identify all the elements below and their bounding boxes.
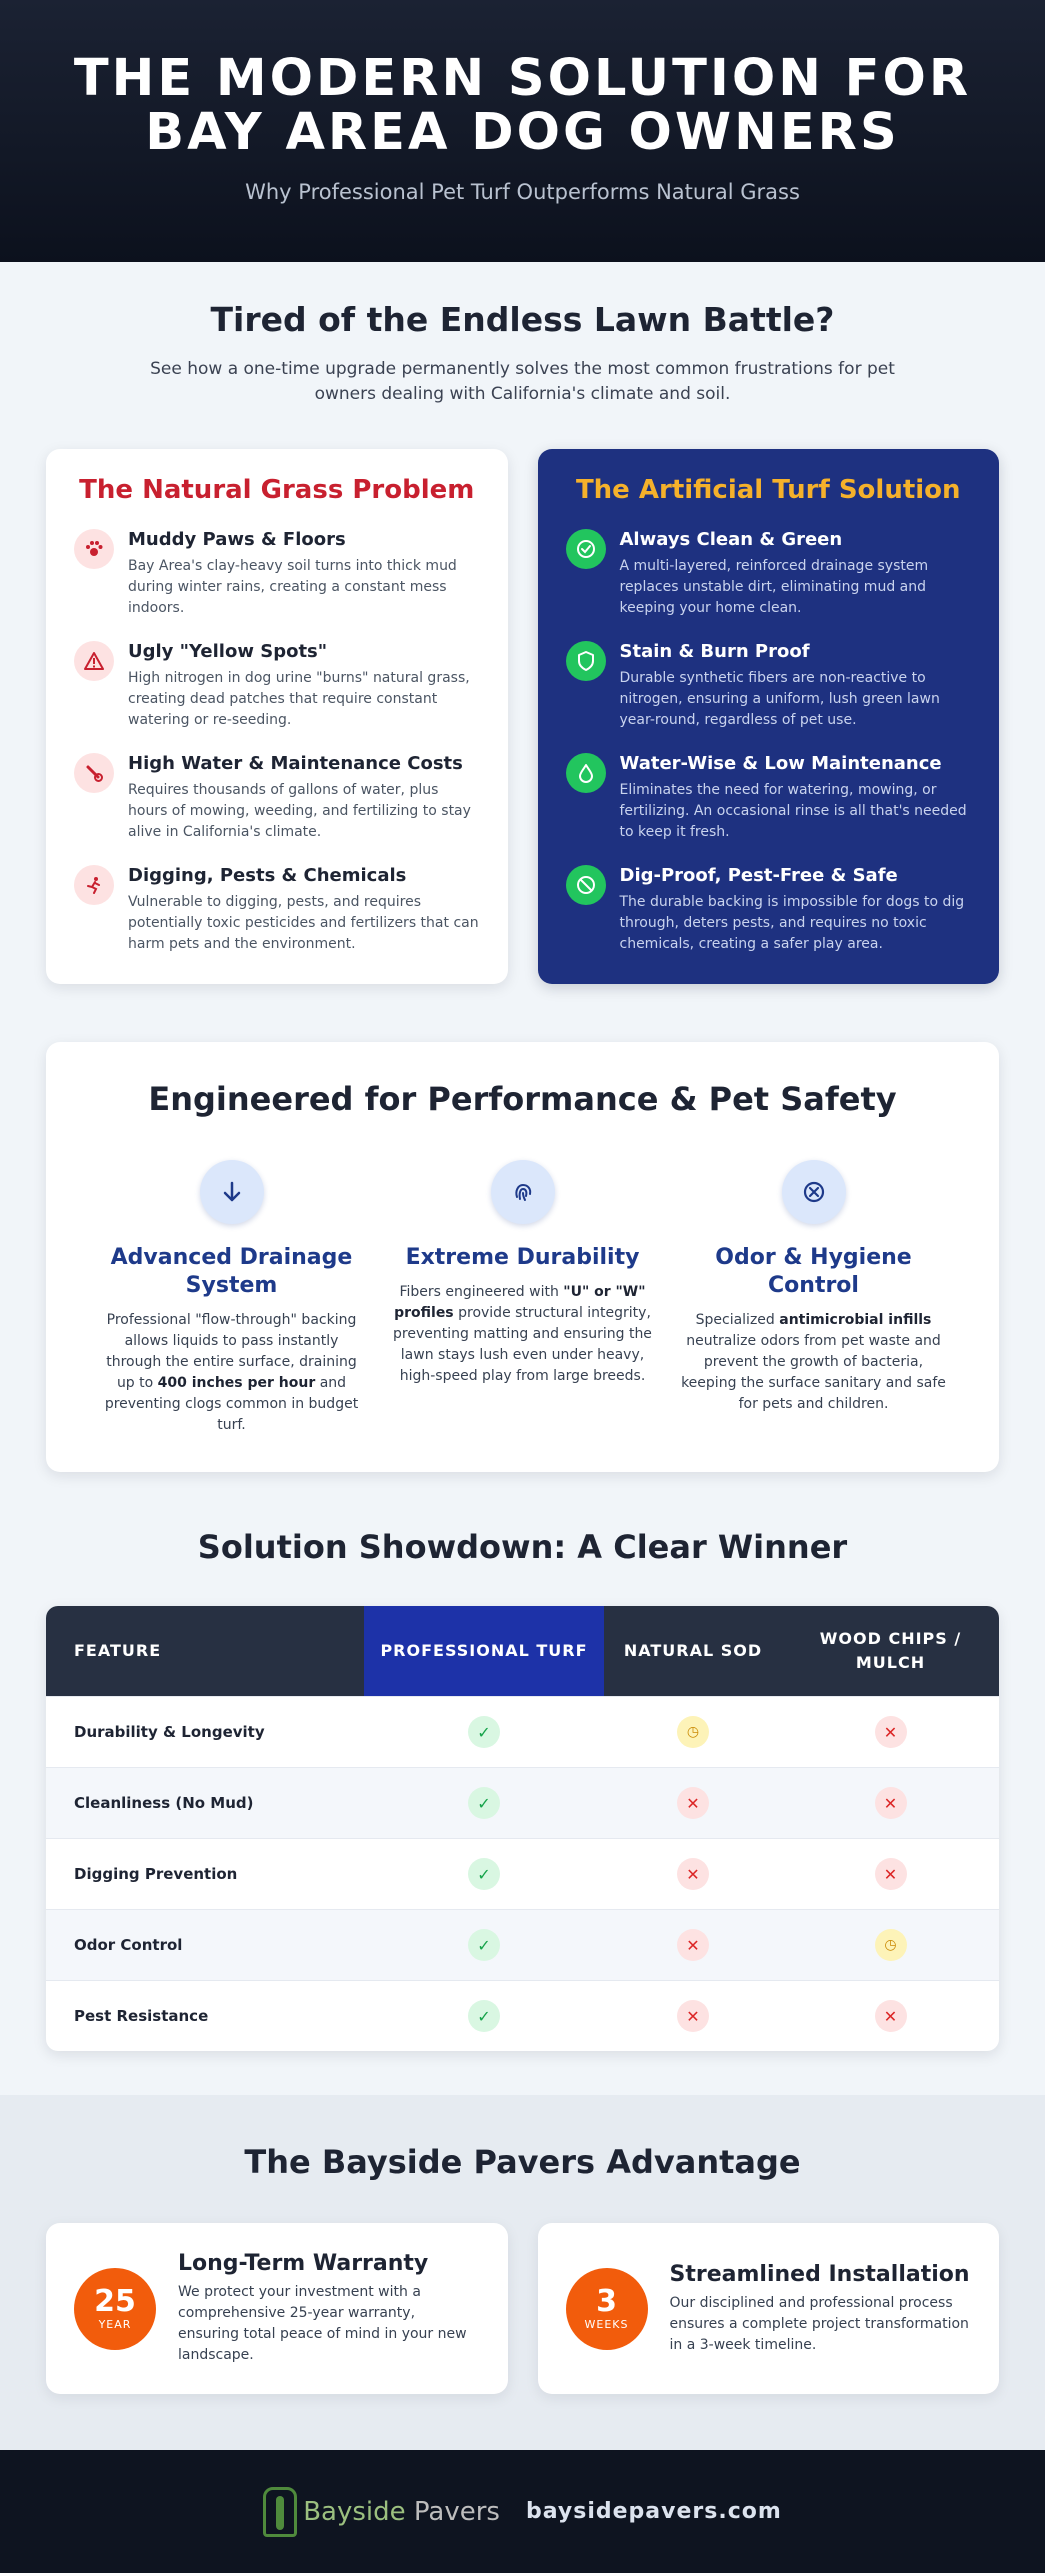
features-row — [46, 1160, 999, 1436]
table-cell — [364, 1981, 604, 2051]
badge-number: 3 — [596, 2284, 617, 2319]
cross-icon: ✕ — [875, 1716, 907, 1748]
wrench-icon — [74, 753, 114, 793]
table-cell — [604, 1697, 782, 1767]
clock-icon: ◷ — [875, 1929, 907, 1961]
shield-icon — [566, 641, 606, 681]
problem-item-title: Ugly "Yellow Spots" — [128, 641, 328, 662]
installation-card — [538, 2223, 1000, 2394]
advantage-card-text: We protect your investment with a comprehensive 25-year warranty, ensuring total peace of mind in your new landscape. — [178, 2284, 467, 2363]
table-cell — [782, 1839, 999, 1909]
table-cell — [604, 1910, 782, 1980]
table-cell — [604, 1768, 782, 1838]
cross-icon: ✕ — [875, 2000, 907, 2032]
solution-item — [566, 753, 972, 843]
feature-title: Extreme Durability — [405, 1245, 640, 1270]
solution-item-title: Stain & Burn Proof — [619, 641, 810, 662]
ban-icon — [566, 865, 606, 905]
solution-item-title: Dig-Proof, Pest-Free & Safe — [619, 865, 898, 886]
fingerprint-icon — [491, 1160, 555, 1224]
table-row — [46, 1909, 999, 1980]
table-row — [46, 1838, 999, 1909]
clock-icon: ◷ — [677, 1716, 709, 1748]
hero-title-line1: THE MODERN SOLUTION FOR — [73, 49, 972, 108]
problem-item-text: Requires thousands of gallons of water, plus hours of mowing, weeding, and fertilizing to stay alive in California's climate. — [128, 782, 471, 840]
hero-title-line2: BAY AREA DOG OWNERS — [145, 103, 900, 162]
x-circle-icon — [782, 1160, 846, 1224]
comparison-table — [46, 1606, 999, 2051]
comparison-cards — [0, 449, 1045, 984]
solution-item-text: Durable synthetic fibers are non-reactive to nitrogen, ensuring a uniform, lush green lawn year-round, regardless of pet use. — [619, 670, 940, 728]
website-link[interactable]: baysidepavers.com — [525, 2499, 782, 2524]
cross-icon: ✕ — [677, 1787, 709, 1819]
paw-icon — [74, 529, 114, 569]
badge-unit: YEAR — [98, 2318, 132, 2331]
solution-card — [538, 449, 1000, 984]
problem-item — [74, 865, 480, 955]
hero-title — [0, 49, 1045, 162]
intro-title: Tired of the Endless Lawn Battle? — [210, 300, 835, 339]
table-cell — [364, 1839, 604, 1909]
bug-icon — [74, 865, 114, 905]
hero-header — [0, 0, 1045, 262]
header-natural-sod: NATURAL SOD — [623, 1641, 763, 1660]
table-cell — [782, 1981, 999, 2051]
solution-title: The Artificial Turf Solution — [575, 475, 961, 505]
problem-item — [74, 641, 480, 731]
check-icon: ✓ — [468, 1716, 500, 1748]
cross-icon: ✕ — [875, 1858, 907, 1890]
intro-text: See how a one-time upgrade permanently solves the most common frustrations for pet owners dealing with California's climate and soil. — [150, 359, 895, 404]
feature-text: Specialized antimicrobial infills neutralize odors from pet waste and prevent the growth of bacteria, keeping the surface sanitary and safe for pets and children. — [681, 1312, 946, 1412]
cross-icon: ✕ — [677, 2000, 709, 2032]
table-cell — [604, 1839, 782, 1909]
solution-item-text: A multi-layered, reinforced drainage system replaces unstable dirt, eliminating mud and keeping your home clean. — [619, 558, 929, 616]
table-row — [46, 1980, 999, 2051]
showdown-title: Solution Showdown: A Clear Winner — [197, 1528, 848, 1566]
warranty-card — [46, 2223, 508, 2394]
table-cell — [782, 1768, 999, 1838]
table-cell — [604, 1981, 782, 2051]
problem-item-text: Vulnerable to digging, pests, and requires potentially toxic pesticides and fertilizers that can harm pets and the environment. — [128, 894, 479, 952]
table-row — [46, 1767, 999, 1838]
solution-item-title: Always Clean & Green — [619, 529, 843, 550]
advantage-section — [0, 2095, 1045, 2450]
feature-title: Odor & Hygiene Control — [715, 1245, 912, 1298]
solution-item-text: Eliminates the need for watering, mowing, or fertilizing. An occasional rinse is all that's needed to keep it fresh. — [619, 782, 967, 840]
row-feature-label: Durability & Longevity — [74, 1723, 265, 1741]
row-feature-label: Digging Prevention — [74, 1865, 238, 1883]
advantage-cards — [0, 2223, 1045, 2394]
badge-unit: WEEKS — [584, 2318, 629, 2331]
feature-title: Advanced Drainage System — [110, 1245, 353, 1298]
row-feature-label: Odor Control — [74, 1936, 183, 1954]
feature-text: Fibers engineered with "U" or "W" profiles provide structural integrity, preventing matting and ensuring the lawn stays lush even under heavy, high-speed play from large breeds. — [393, 1284, 652, 1384]
table-row — [46, 1696, 999, 1767]
logo-mark-icon — [263, 2487, 297, 2537]
solution-item — [566, 865, 972, 955]
check-circle-icon — [566, 529, 606, 569]
warranty-badge — [74, 2268, 156, 2350]
header-professional-turf: PROFESSIONAL TURF — [364, 1606, 604, 1696]
problem-item-title: Digging, Pests & Chemicals — [128, 865, 407, 886]
feature-text: Professional "flow-through" backing allows liquids to pass instantly through the entire surface, draining up to 400 inches per hour and preventing clogs common in budget turf. — [104, 1312, 359, 1433]
hero-subtitle: Why Professional Pet Turf Outperforms Natural Grass — [245, 180, 800, 204]
cross-icon: ✕ — [875, 1787, 907, 1819]
advantage-card-title: Streamlined Installation — [669, 2261, 970, 2287]
problem-item-text: High nitrogen in dog urine "burns" natural grass, creating dead patches that require constant watering or re-seeding. — [128, 670, 470, 728]
engineered-section — [46, 1042, 999, 1472]
bayside-logo[interactable] — [263, 2487, 500, 2537]
solution-item-title: Water-Wise & Low Maintenance — [619, 753, 942, 774]
logo-text: Bayside Pavers — [303, 2496, 500, 2527]
feature-odor — [681, 1160, 946, 1436]
advantage-title: The Bayside Pavers Advantage — [244, 2143, 801, 2181]
engineered-title: Engineered for Performance & Pet Safety — [148, 1080, 897, 1118]
cross-icon: ✕ — [677, 1858, 709, 1890]
problem-card — [46, 449, 508, 984]
check-icon: ✓ — [468, 2000, 500, 2032]
check-icon: ✓ — [468, 1929, 500, 1961]
header-wood-chips: WOOD CHIPS / MULCH — [819, 1629, 962, 1672]
solution-item — [566, 641, 972, 731]
table-cell — [782, 1910, 999, 1980]
problem-item-text: Bay Area's clay-heavy soil turns into thick mud during winter rains, creating a constant mess indoors. — [128, 558, 457, 616]
problem-item-title: Muddy Paws & Floors — [128, 529, 346, 550]
advantage-card-text: Our disciplined and professional process ensures a complete project transformation in a 3-week timeline. — [669, 2294, 969, 2353]
check-icon: ✓ — [468, 1787, 500, 1819]
cross-icon: ✕ — [677, 1929, 709, 1961]
arrow-down-icon — [200, 1160, 264, 1224]
advantage-card-title: Long-Term Warranty — [178, 2251, 429, 2276]
problem-item — [74, 529, 480, 619]
problem-title: The Natural Grass Problem — [79, 475, 475, 505]
row-feature-label: Pest Resistance — [74, 2007, 209, 2025]
problem-item — [74, 753, 480, 843]
header-feature: FEATURE — [74, 1641, 162, 1660]
table-header — [46, 1606, 999, 1696]
table-cell — [782, 1697, 999, 1767]
check-icon: ✓ — [468, 1858, 500, 1890]
table-cell — [364, 1697, 604, 1767]
feature-drainage — [99, 1160, 364, 1436]
feature-durability — [390, 1160, 655, 1436]
intro-section — [0, 262, 1045, 407]
warning-icon — [74, 641, 114, 681]
row-feature-label: Cleanliness (No Mud) — [74, 1794, 254, 1812]
installation-badge — [566, 2268, 648, 2350]
table-cell — [364, 1768, 604, 1838]
footer — [0, 2450, 1045, 2573]
droplet-icon — [566, 753, 606, 793]
solution-item — [566, 529, 972, 619]
table-body — [46, 1696, 999, 2051]
solution-item-text: The durable backing is impossible for dogs to dig through, deters pests, and requires no toxic chemicals, creating a safer play area. — [619, 894, 965, 952]
problem-item-title: High Water & Maintenance Costs — [128, 753, 463, 774]
badge-number: 25 — [94, 2284, 136, 2319]
table-cell — [364, 1910, 604, 1980]
